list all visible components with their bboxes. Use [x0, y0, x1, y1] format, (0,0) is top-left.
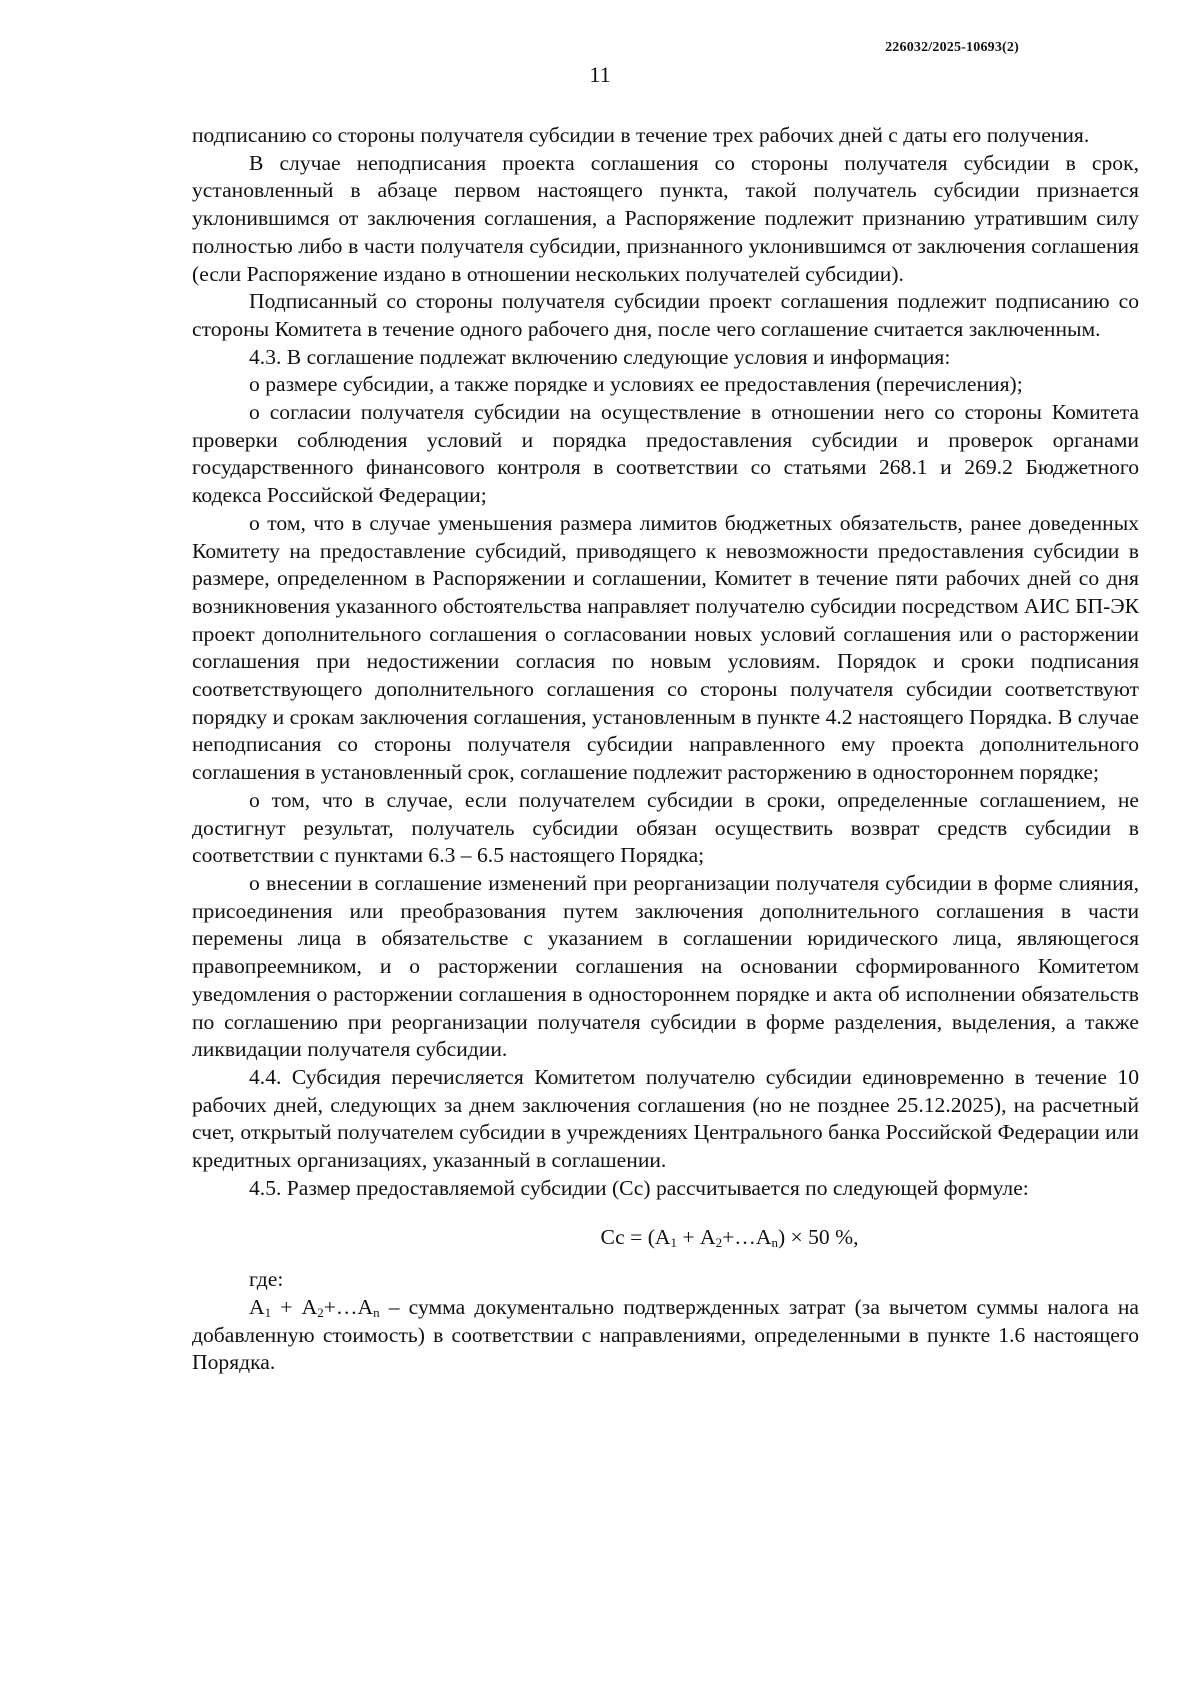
formula-subscript: 1	[670, 1235, 677, 1251]
paragraph: 4.3. В соглашение подлежат включению следующие условия и информация:	[249, 344, 951, 369]
definition-part: А	[249, 1294, 265, 1319]
paragraph: 4.5. Размер предоставляемой субсидии (Сс) рассчитывается по следующей формуле:	[249, 1175, 1029, 1200]
paragraph: Подписанный со стороны получателя субсидии проект соглашения подлежит подписанию со стороны Комитета в течение одного рабочего дня, после чего соглашение считается заключенным.	[192, 289, 1139, 341]
paragraph: о согласии получателя субсидии на осуществление в отношении него со стороны Комитета проверки соблюдения условий и порядка предоставления субсидии и проверок органами государственного финансового контроля в соответствии со статьями 268.1 и 269.2 Бюджетного кодекса Российской Федерации;	[192, 400, 1139, 508]
formula-part: + А	[677, 1225, 716, 1250]
definition-subscript: n	[373, 1304, 380, 1320]
paragraph: подписанию со стороны получателя субсидии в течение трех рабочих дней с даты его получения.	[192, 123, 1090, 147]
formula-part: ) × 50 %,	[777, 1225, 859, 1250]
formula-subscript: n	[771, 1235, 778, 1251]
paragraph: о размере субсидии, а также порядке и условиях ее предоставления (перечисления);	[249, 372, 1023, 397]
document-body	[192, 122, 1139, 1377]
formula-part: Сс = (А	[600, 1225, 671, 1250]
formula-definition	[192, 1294, 1139, 1377]
paragraph: В случае неподписания проекта соглашения со стороны получателя субсидии в срок, установленный в абзаце первом настоящего пункта, такой получатель субсидии признается уклонившимся от заключения соглашения, а Распоряжение подлежит признанию утратившим силу полностью либо в части получателя субсидии, признанного уклонившимся от заключения соглашения (если Распоряжение издано в отношении нескольких получателей субсидии).	[192, 150, 1139, 286]
paragraph: 4.4. Субсидия перечисляется Комитетом получателю субсидии единовременно в течение 10 рабочих дней, следующих за днем заключения соглашения (но не позднее 25.12.2025), на расчетный счет, открытый получателем субсидии в учреждениях Центрального банка Российской Федерации или кредитных организациях, указанный в соглашении.	[192, 1064, 1139, 1173]
definition-subscript: 2	[317, 1304, 324, 1320]
formula-subscript: 2	[715, 1235, 723, 1251]
formula-part: +…А	[722, 1225, 772, 1250]
paragraph: о внесении в соглашение изменений при реорганизации получателя субсидии в форме слияния, присоединения или преобразования путем заключения дополнительного соглашения в части перемены лица в обязательстве с указанием в соглашении юридического лица, являющегося правопреемником, и о расторжении соглашения на основании сформированного Комитетом уведомления о расторжении соглашения в одностороннем порядке и акта об исполнении обязательств по соглашению при реорганизации получателя субсидии в форме разделения, выделения, а также ликвидации получателя субсидии.	[192, 870, 1139, 1062]
paragraph: о том, что в случае, если получателем субсидии в сроки, определенные соглашением, не достигнут результат, получатель субсидии обязан осуществить возврат средств субсидии в соответствии с пунктами 6.3 – 6.5 настоящего Порядка;	[192, 787, 1139, 868]
page-number: 11	[589, 62, 611, 87]
definition-part: + А	[271, 1294, 318, 1319]
subsidy-formula	[192, 1224, 1139, 1252]
where-label: где:	[249, 1267, 284, 1292]
paragraph: о том, что в случае уменьшения размера лимитов бюджетных обязательств, ранее доведенных Комитету на предоставление субсидий, приводящего к невозможности предоставления субсидии в размере, определенном в Распоряжении и соглашении, Комитет в течение пяти рабочих дней со дня возникновения указанного обстоятельства направляет получателю субсидии посредством АИС БП-ЭК проект дополнительного соглашения о согласовании новых условий соглашения или о расторжении соглашения при недостижении согласия по новым условиям. Порядок и сроки подписания соответствующего дополнительного соглашения со стороны получателя субсидии соответствуют порядку и срокам заключения соглашения, установленным в пункте 4.2 настоящего Порядка. В случае неподписания со стороны получателя субсидии направленного ему проекта дополнительного соглашения в установленный срок, соглашение подлежит расторжению в одностороннем порядке;	[192, 510, 1139, 785]
definition-text: – сумма документально подтвержденных затрат (за вычетом суммы налога на добавленную стоимость) в соответствии с направлениями, определенными в пункте 1.6 настоящего Порядка.	[192, 1294, 1139, 1375]
definition-subscript: 1	[264, 1304, 272, 1320]
document-id: 226032/2025-10693(2)	[885, 40, 1019, 55]
definition-part: +…А	[323, 1294, 374, 1319]
